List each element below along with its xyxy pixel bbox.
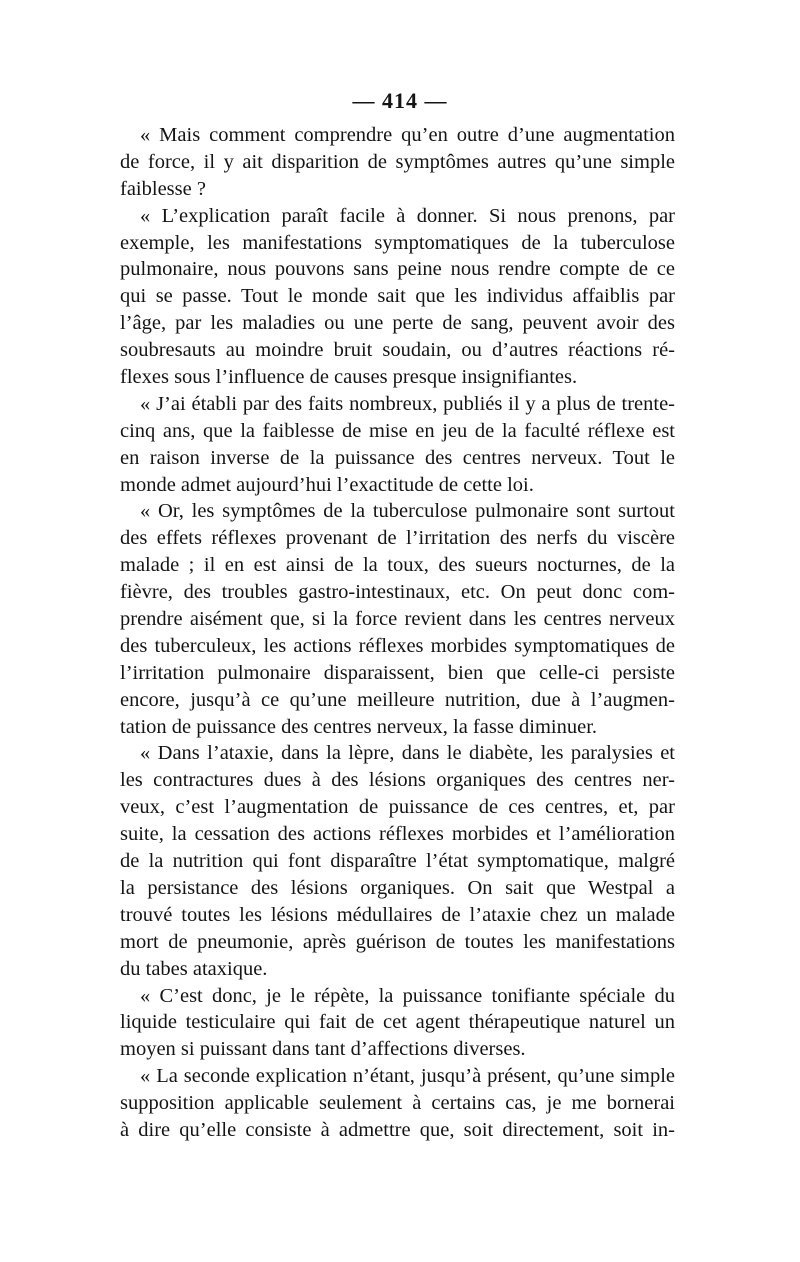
text-line: « La seconde explication n’étant, jusqu’à présent, qu’une simple (140, 1065, 675, 1088)
text-line: soubresauts au moindre bruit soudain, ou d’autres réactions ré- (120, 339, 675, 362)
text-line: « Or, les symptômes de la tuberculose pulmonaire sont surtout (140, 500, 675, 523)
page-number: — 414 — (352, 88, 448, 113)
text-line: malade ; il en est ainsi de la toux, des sueurs nocturnes, de la (120, 554, 675, 577)
text-line: « Dans l’ataxie, dans la lèpre, dans le diabète, les paralysies et (140, 742, 675, 765)
text-line: liquide testiculaire qui fait de cet agent thérapeutique naturel un (120, 1011, 675, 1034)
text-line: suite, la cessation des actions réflexes morbides et l’amélioration (120, 823, 675, 846)
text-line: flexes sous l’influence de causes presque insignifiantes. (120, 366, 578, 389)
text-line: « L’explication paraît facile à donner. Si nous prenons, par (140, 204, 675, 227)
text-line: du tabes ataxique. (120, 957, 268, 980)
text-line: faiblesse ? (120, 177, 206, 200)
text-line: fièvre, des troubles gastro-intestinaux, etc. On peut donc com- (120, 581, 675, 604)
text-line: exemple, les manifestations symptomatiques de la tuberculose (120, 231, 675, 254)
text-line: « J’ai établi par des faits nombreux, publiés il y a plus de trente- (140, 392, 675, 415)
text-line: des tuberculeux, les actions réflexes morbides symptomatiques de (120, 634, 675, 657)
text-line: cinq ans, que la faiblesse de mise en jeu de la faculté réflexe est (120, 419, 675, 442)
text-line: à dire qu’elle consiste à admettre que, soit directement, soit in- (120, 1118, 675, 1141)
text-line: encore, jusqu’à ce qu’une meilleure nutrition, due à l’augmen- (120, 688, 675, 711)
text-line: prendre aisément que, si la force revient dans les centres nerveux (120, 608, 675, 631)
text-line: la persistance des lésions organiques. On sait que Westpal a (120, 876, 675, 899)
text-line: pulmonaire, nous pouvons sans peine nous rendre compte de ce (120, 258, 675, 281)
text-line: trouvé toutes les lésions médullaires de l’ataxie chez un malade (120, 903, 675, 926)
text-line: moyen si puissant dans tant d’affections diverses. (120, 1038, 526, 1061)
text-line: tation de puissance des centres nerveux, la fasse diminuer. (120, 715, 598, 738)
text-line: de la nutrition qui font disparaître l’état symptomatique, malgré (120, 850, 675, 873)
text-line: monde admet aujourd’hui l’exactitude de cette loi. (120, 473, 534, 496)
text-line: veux, c’est l’augmentation de puissance de ces centres, et, par (120, 796, 675, 819)
text-line: en raison inverse de la puissance des centres nerveux. Tout le (120, 446, 675, 469)
text-line: « Mais comment comprendre qu’en outre d’une augmentation (140, 124, 675, 146)
text-line: supposition applicable seulement à certains cas, je me bornerai (120, 1092, 675, 1115)
text-line: les contractures dues à des lésions organiques des centres ner- (120, 769, 675, 792)
text-line: qui se passe. Tout le monde sait que les individus affaiblis par (120, 285, 675, 308)
text-line: l’irritation pulmonaire disparaissent, bien que celle-ci persiste (120, 661, 675, 684)
text-line: l’âge, par les maladies ou une perte de sang, peuvent avoir des (120, 312, 675, 335)
text-line: de force, il y ait disparition de symptômes autres qu’une simple (120, 150, 675, 173)
body-text (120, 122, 675, 1144)
text-line: « C’est donc, je le répète, la puissance tonifiante spéciale du (140, 984, 675, 1007)
text-line: mort de pneumonie, après guérison de toutes les manifestations (120, 930, 675, 953)
text-line: des effets réflexes provenant de l’irritation des nerfs du viscère (120, 527, 675, 550)
